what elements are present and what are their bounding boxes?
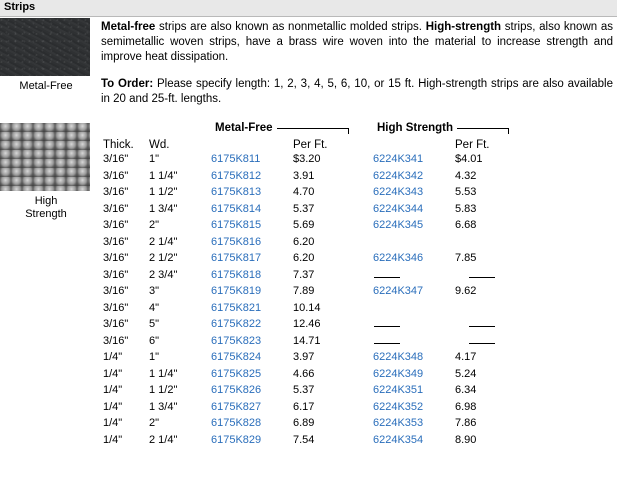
dash-marker xyxy=(469,335,495,344)
cell-width: 4" xyxy=(149,301,160,314)
cell-thickness: 3/16" xyxy=(103,202,129,215)
cell-gap xyxy=(351,234,373,251)
table-row xyxy=(101,283,511,300)
cell-hs-part-number[interactable] xyxy=(373,366,455,383)
cell-gap xyxy=(351,201,373,218)
group-header-high-strength xyxy=(373,119,511,134)
cell-mf-part-number[interactable] xyxy=(211,250,293,267)
cell-thickness: 3/16" xyxy=(103,285,129,298)
group-spacer-thick xyxy=(101,119,149,134)
group-spacer-gap xyxy=(351,119,373,134)
table-row xyxy=(101,201,511,218)
table-row xyxy=(101,234,511,251)
cell-width: 2" xyxy=(149,219,160,232)
cell-mf-price: 4.70 xyxy=(293,186,315,199)
cell-hs-part-number xyxy=(373,333,455,350)
cell-gap xyxy=(351,300,373,317)
cell-hs-price xyxy=(455,267,511,284)
cell-mf-price: 14.71 xyxy=(293,334,321,347)
cell-hs-price xyxy=(455,300,511,317)
table-row xyxy=(101,366,511,383)
table-row xyxy=(101,300,511,317)
cell-thickness: 1/4" xyxy=(103,384,123,397)
cell-hs-part-number[interactable] xyxy=(373,399,455,416)
part-number-link[interactable]: 6224K341 xyxy=(373,153,424,166)
dash-marker xyxy=(469,269,495,278)
cell-gap xyxy=(351,432,373,449)
cell-gap xyxy=(351,217,373,234)
table-row xyxy=(101,382,511,399)
cell-mf-price: 4.66 xyxy=(293,367,315,380)
part-number-link[interactable]: 6224K348 xyxy=(373,351,424,364)
cell-thickness: 3/16" xyxy=(103,318,129,331)
table-column-header-row xyxy=(101,134,511,151)
description-paragraph-1 xyxy=(101,20,613,65)
cell-width: 1 1/4" xyxy=(149,367,178,380)
cell-mf-part-number[interactable] xyxy=(211,382,293,399)
dash-marker xyxy=(469,318,495,327)
part-number-link[interactable]: 6224K345 xyxy=(373,219,424,232)
cell-hs-price: 7.85 xyxy=(455,252,477,265)
part-number-link[interactable]: 6175K817 xyxy=(211,252,262,265)
cell-width: 2 1/4" xyxy=(149,235,178,248)
table-row xyxy=(101,184,511,201)
specs-table xyxy=(101,119,511,448)
part-number-link[interactable]: 6224K347 xyxy=(373,285,424,298)
cell-width: 1 1/2" xyxy=(149,186,178,199)
cell-hs-price xyxy=(455,316,511,333)
cell-hs-price: 5.24 xyxy=(455,367,477,380)
group-header-high-strength-label: High Strength xyxy=(373,122,457,134)
cell-thickness: 1/4" xyxy=(103,400,123,413)
cell-mf-part-number[interactable] xyxy=(211,333,293,350)
metal-free-caption: Metal-Free xyxy=(19,80,73,92)
col-header-thickness: Thick. xyxy=(103,139,134,151)
high-strength-image[interactable] xyxy=(0,123,90,191)
cell-hs-part-number xyxy=(373,234,455,251)
cell-hs-price: 4.32 xyxy=(455,169,477,182)
high-strength-image-wrap xyxy=(0,123,92,221)
part-number-link[interactable]: 6224K344 xyxy=(373,202,424,215)
cell-mf-price: 7.37 xyxy=(293,268,315,281)
table-row xyxy=(101,432,511,449)
cell-mf-price: 5.37 xyxy=(293,202,315,215)
cell-mf-price: 3.97 xyxy=(293,351,315,364)
cell-thickness: 3/16" xyxy=(103,169,129,182)
cell-hs-part-number xyxy=(373,300,455,317)
cell-gap xyxy=(351,382,373,399)
cell-mf-part-number[interactable] xyxy=(211,399,293,416)
cell-thickness: 3/16" xyxy=(103,235,129,248)
cell-width: 1" xyxy=(149,351,160,364)
part-number-link[interactable]: 6175K829 xyxy=(211,433,262,446)
cell-mf-part-number[interactable] xyxy=(211,349,293,366)
cell-mf-part-number[interactable] xyxy=(211,184,293,201)
description-paragraph-2 xyxy=(101,77,613,107)
part-number-link[interactable]: 6175K811 xyxy=(211,153,261,166)
part-number-link[interactable]: 6175K822 xyxy=(211,318,262,331)
table-row xyxy=(101,399,511,416)
cell-mf-price: 6.20 xyxy=(293,252,315,265)
cell-mf-price: 10.14 xyxy=(293,301,321,314)
cell-hs-price xyxy=(455,234,511,251)
high-strength-caption-line1: High xyxy=(34,195,58,207)
cell-hs-part-number[interactable] xyxy=(373,168,455,185)
table-row xyxy=(101,217,511,234)
table-row xyxy=(101,168,511,185)
part-number-link[interactable]: 6224K346 xyxy=(373,252,424,265)
col-header-mf-price: Per Ft. xyxy=(293,139,328,151)
part-number-link[interactable]: 6224K349 xyxy=(373,367,424,380)
cell-hs-part-number[interactable] xyxy=(373,382,455,399)
cell-width: 6" xyxy=(149,334,160,347)
cell-width: 1 3/4" xyxy=(149,400,178,413)
desc-p1-text-2: strips, also known as semimetallic woven strips, have a brass wire woven into the material to increase strength and improve heat dissipation. xyxy=(101,21,613,63)
cell-hs-part-number[interactable] xyxy=(373,349,455,366)
cell-gap xyxy=(351,250,373,267)
cell-hs-price: 9.62 xyxy=(455,285,477,298)
cell-thickness: 3/16" xyxy=(103,252,129,265)
cell-hs-part-number xyxy=(373,267,455,284)
cell-thickness: 1/4" xyxy=(103,367,123,380)
part-number-link[interactable]: 6175K827 xyxy=(211,400,262,413)
cell-gap xyxy=(351,168,373,185)
cell-mf-part-number[interactable] xyxy=(211,151,293,168)
cell-hs-part-number[interactable] xyxy=(373,283,455,300)
dash-marker xyxy=(374,269,400,278)
metal-free-image[interactable] xyxy=(0,18,90,76)
cell-thickness: 1/4" xyxy=(103,417,123,430)
cell-thickness: 3/16" xyxy=(103,301,129,314)
cell-thickness: 3/16" xyxy=(103,153,129,166)
high-strength-caption xyxy=(0,191,92,221)
cell-width: 2" xyxy=(149,417,160,430)
cell-hs-price: 4.17 xyxy=(455,351,477,364)
cell-hs-part-number xyxy=(373,316,455,333)
cell-width: 1 1/2" xyxy=(149,384,178,397)
page-title: Strips xyxy=(4,1,36,13)
col-header-width: Wd. xyxy=(149,139,170,151)
cell-mf-price: 6.17 xyxy=(293,400,315,413)
specs-table-body xyxy=(101,151,511,448)
part-number-link[interactable]: 6224K354 xyxy=(373,433,424,446)
cell-mf-part-number[interactable] xyxy=(211,283,293,300)
part-number-link[interactable]: 6224K343 xyxy=(373,186,424,199)
dash-marker xyxy=(374,335,400,344)
cell-hs-part-number[interactable] xyxy=(373,184,455,201)
part-number-link[interactable]: 6175K818 xyxy=(211,268,262,281)
cell-width: 3" xyxy=(149,285,160,298)
content-column xyxy=(101,20,617,448)
cell-width: 2 1/4" xyxy=(149,433,178,446)
cell-thickness: 3/16" xyxy=(103,219,129,232)
cell-mf-part-number[interactable] xyxy=(211,415,293,432)
cell-thickness: 3/16" xyxy=(103,186,129,199)
cell-hs-price: 7.86 xyxy=(455,417,477,430)
part-number-link[interactable]: 6175K826 xyxy=(211,384,262,397)
cell-hs-price: 8.90 xyxy=(455,433,477,446)
table-row xyxy=(101,267,511,284)
part-number-link[interactable]: 6175K824 xyxy=(211,351,262,364)
cell-hs-price xyxy=(455,333,511,350)
cell-gap xyxy=(351,349,373,366)
cell-mf-part-number[interactable] xyxy=(211,201,293,218)
part-number-link[interactable]: 6224K342 xyxy=(373,169,424,182)
table-row xyxy=(101,333,511,350)
cell-thickness: 3/16" xyxy=(103,334,129,347)
cell-mf-price: 3.91 xyxy=(293,169,315,182)
metal-free-term: Metal-free xyxy=(101,21,156,33)
cell-hs-price: 5.53 xyxy=(455,186,477,199)
cell-hs-part-number[interactable] xyxy=(373,432,455,449)
table-group-header-row xyxy=(101,119,511,134)
cell-hs-part-number[interactable] xyxy=(373,415,455,432)
part-number-link[interactable]: 6224K352 xyxy=(373,400,424,413)
table-row xyxy=(101,415,511,432)
cell-width: 1" xyxy=(149,153,160,166)
part-number-link[interactable]: 6175K813 xyxy=(211,186,262,199)
cell-gap xyxy=(351,316,373,333)
cell-mf-price: 5.69 xyxy=(293,219,315,232)
cell-hs-price: 5.83 xyxy=(455,202,477,215)
cell-mf-price: 6.20 xyxy=(293,235,315,248)
high-strength-caption-line2: Strength xyxy=(25,208,67,220)
desc-p1-text-1: strips are also known as nonmetallic molded strips. xyxy=(155,21,426,33)
high-strength-term: High-strength xyxy=(425,21,502,33)
part-number-link[interactable]: 6175K821 xyxy=(211,301,262,314)
cell-gap xyxy=(351,283,373,300)
cell-hs-price: 6.68 xyxy=(455,219,477,232)
cell-gap xyxy=(351,415,373,432)
section-header-bar xyxy=(0,0,617,17)
cell-mf-part-number[interactable] xyxy=(211,300,293,317)
cell-gap xyxy=(351,267,373,284)
cell-hs-price: 6.34 xyxy=(455,384,477,397)
part-number-link[interactable]: 6175K825 xyxy=(211,367,262,380)
cell-width: 2 1/2" xyxy=(149,252,178,265)
cell-mf-part-number[interactable] xyxy=(211,432,293,449)
group-spacer-wd xyxy=(149,119,211,134)
part-number-link[interactable]: 6175K815 xyxy=(211,219,262,232)
part-number-link[interactable]: 6175K812 xyxy=(211,169,262,182)
cell-mf-part-number[interactable] xyxy=(211,168,293,185)
cell-gap xyxy=(351,399,373,416)
to-order-label: To Order: xyxy=(101,78,154,90)
cell-mf-price: 7.89 xyxy=(293,285,315,298)
cell-hs-price: $4.01 xyxy=(455,153,483,166)
cell-mf-part-number[interactable] xyxy=(211,316,293,333)
part-number-link[interactable]: 6175K819 xyxy=(211,285,262,298)
part-number-link[interactable]: 6175K828 xyxy=(211,417,262,430)
col-header-hs-part xyxy=(373,134,455,151)
cell-width: 2 3/4" xyxy=(149,268,178,281)
cell-mf-part-number[interactable] xyxy=(211,267,293,284)
cell-thickness: 3/16" xyxy=(103,268,129,281)
cell-mf-price: 6.89 xyxy=(293,417,315,430)
cell-thickness: 1/4" xyxy=(103,351,123,364)
table-row xyxy=(101,349,511,366)
cell-gap xyxy=(351,184,373,201)
to-order-text: Please specify length: 1, 2, 3, 4, 5, 6, 10, or 15 ft. High-strength strips are also available in 20 and 25-ft. lengths. xyxy=(101,78,613,105)
group-header-metal-free xyxy=(211,119,351,134)
cell-hs-part-number[interactable] xyxy=(373,201,455,218)
part-number-link[interactable]: 6175K816 xyxy=(211,235,262,248)
cell-mf-price: 5.37 xyxy=(293,384,315,397)
col-header-hs-price: Per Ft. xyxy=(455,139,490,151)
part-number-link[interactable]: 6224K353 xyxy=(373,417,424,430)
cell-mf-price: $3.20 xyxy=(293,153,321,166)
cell-hs-price: 6.98 xyxy=(455,400,477,413)
cell-hs-part-number[interactable] xyxy=(373,217,455,234)
cell-gap xyxy=(351,333,373,350)
cell-hs-part-number[interactable] xyxy=(373,250,455,267)
cell-gap xyxy=(351,151,373,168)
cell-thickness: 1/4" xyxy=(103,433,123,446)
table-row xyxy=(101,151,511,168)
cell-mf-part-number[interactable] xyxy=(211,234,293,251)
col-header-gap xyxy=(351,134,373,151)
dash-marker xyxy=(374,318,400,327)
cell-width: 1 1/4" xyxy=(149,169,178,182)
part-number-link[interactable]: 6224K351 xyxy=(373,384,424,397)
cell-gap xyxy=(351,366,373,383)
cell-mf-price: 7.54 xyxy=(293,433,315,446)
product-image-column xyxy=(0,18,92,221)
table-row xyxy=(101,250,511,267)
table-row xyxy=(101,316,511,333)
group-header-metal-free-label: Metal-Free xyxy=(211,122,277,134)
col-header-mf-part xyxy=(211,134,293,151)
cell-mf-part-number[interactable] xyxy=(211,366,293,383)
part-number-link[interactable]: 6175K814 xyxy=(211,202,262,215)
part-number-link[interactable]: 6175K823 xyxy=(211,334,262,347)
cell-width: 5" xyxy=(149,318,160,331)
cell-mf-part-number[interactable] xyxy=(211,217,293,234)
cell-width: 1 3/4" xyxy=(149,202,178,215)
cell-mf-price: 12.46 xyxy=(293,318,321,331)
cell-hs-part-number[interactable] xyxy=(373,151,455,168)
